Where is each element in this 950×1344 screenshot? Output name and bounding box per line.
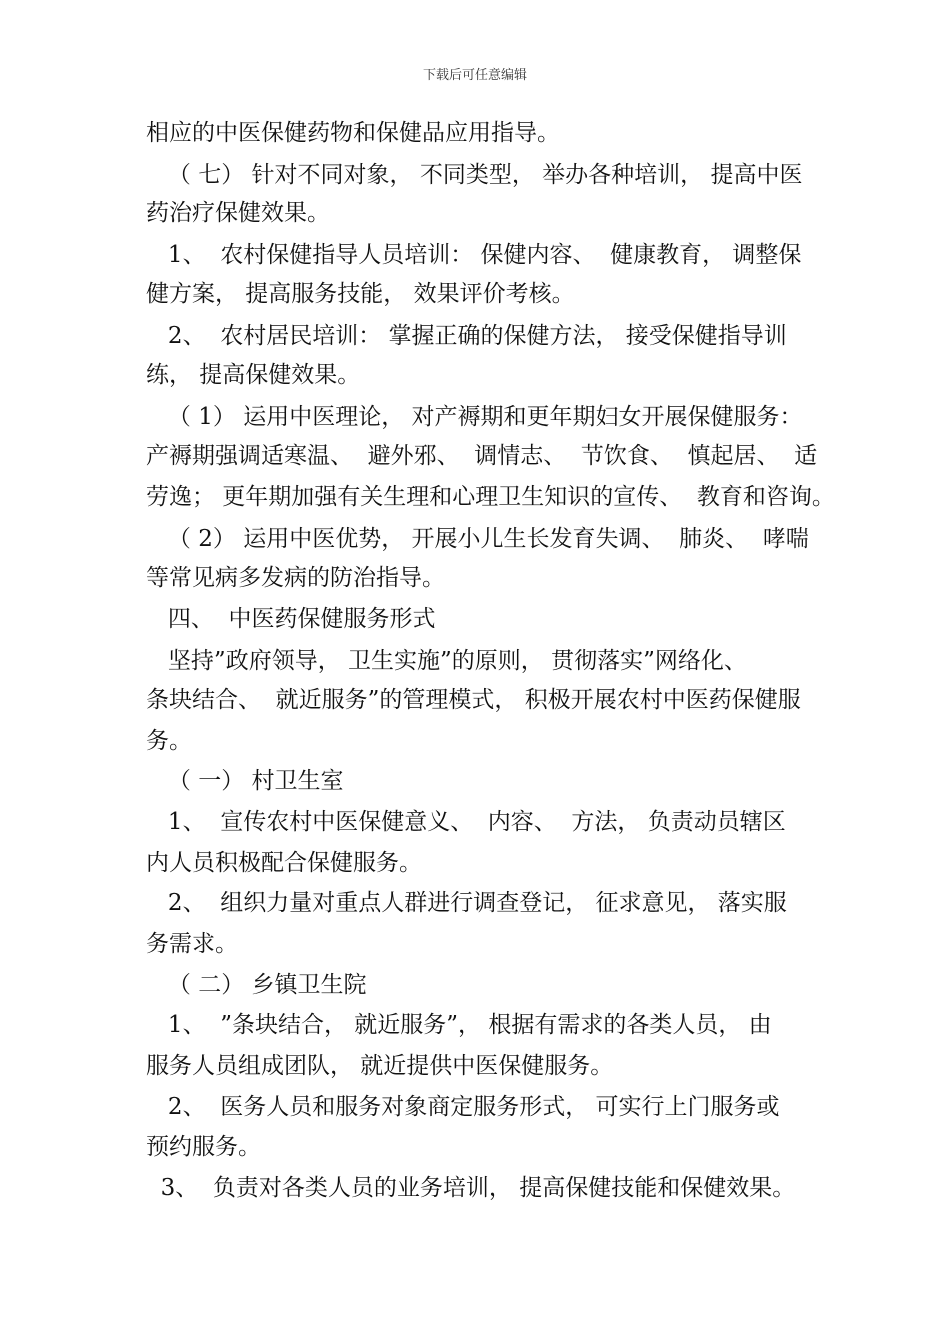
- body-line-3: 药治疗保健效果。: [146, 200, 330, 226]
- body-line-7: 练， 提高保健效果。: [146, 362, 361, 388]
- body-line-16: 务。: [146, 728, 192, 754]
- body-line-11: （ 2） 运用中医优势， 开展小儿生长发育失调、 肺炎、 哮喘: [146, 526, 809, 552]
- body-line-1: 相应的中医保健药物和保健品应用指导。: [146, 120, 560, 146]
- body-line-5: 健方案， 提高服务技能， 效果评价考核。: [146, 281, 575, 307]
- body-line-10: 劳逸； 更年期加强有关生理和心理卫生知识的宣传、 教育和咨询。: [146, 484, 835, 510]
- body-line-23: 1、 ”条块结合， 就近服务”， 根据有需求的各类人员， 由: [146, 1012, 772, 1038]
- body-line-8: （ 1） 运用中医理论， 对产褥期和更年期妇女开展保健服务：: [146, 404, 803, 430]
- body-line-9: 产褥期强调适寒温、 避外邪、 调情志、 节饮食、 慎起居、 适: [146, 443, 818, 469]
- body-line-26: 预约服务。: [146, 1134, 261, 1160]
- body-line-20: 2、 组织力量对重点人群进行调查登记， 征求意见， 落实服: [146, 890, 787, 916]
- body-line-27: 3、 负责对各类人员的业务培训， 提高保健技能和保健效果。: [146, 1175, 796, 1201]
- body-line-19: 内人员积极配合保健服务。: [146, 850, 422, 876]
- body-line-18: 1、 宣传农村中医保健意义、 内容、 方法， 负责动员辖区: [146, 809, 786, 835]
- subsection-heading-1: （ 一） 村卫生室: [146, 768, 344, 794]
- body-line-14: 坚持”政府领导， 卫生实施”的原则， 贯彻落实”网络化、: [146, 648, 747, 674]
- body-line-24: 服务人员组成团队， 就近提供中医保健服务。: [146, 1053, 614, 1079]
- page-header: 下载后可任意编辑: [422, 68, 527, 83]
- body-line-2: （ 七） 针对不同对象， 不同类型， 举办各种培训， 提高中医: [146, 162, 803, 188]
- body-line-6: 2、 农村居民培训： 掌握正确的保健方法， 接受保健指导训: [146, 323, 787, 349]
- body-line-21: 务需求。: [146, 931, 238, 957]
- body-line-4: 1、 农村保健指导人员培训： 保健内容、 健康教育， 调整保: [146, 242, 802, 268]
- body-line-25: 2、 医务人员和服务对象商定服务形式， 可实行上门服务或: [146, 1094, 780, 1120]
- subsection-heading-2: （ 二） 乡镇卫生院: [146, 972, 367, 998]
- section-heading-4: 四、 中医药保健服务形式: [146, 606, 436, 632]
- body-line-15: 条块结合、 就近服务”的管理模式， 积极开展农村中医药保健服: [146, 687, 801, 713]
- body-line-12: 等常见病多发病的防治指导。: [146, 565, 445, 591]
